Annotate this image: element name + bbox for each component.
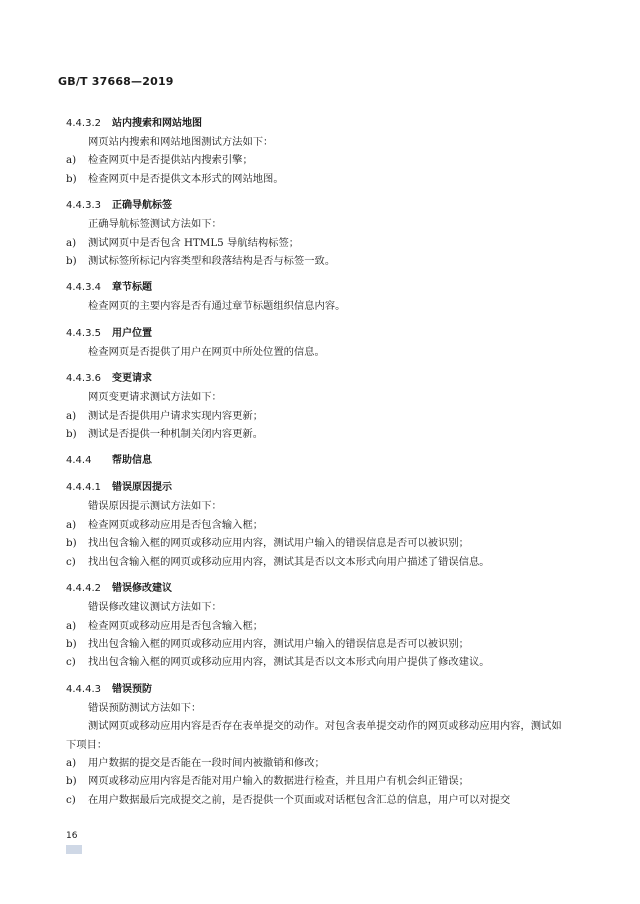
paragraph: 网页站内搜索和网站地图测试方法如下： — [88, 136, 274, 148]
list-item-label: b) — [66, 428, 77, 441]
list-item-text: 测试是否提供一种机制关闭内容更新。 — [88, 428, 264, 441]
list-item-label: a) — [66, 236, 77, 249]
standard-code: GB/T 37668—2019 — [58, 75, 174, 88]
list-item — [66, 151, 566, 169]
list-item-text: 测试标签所标记内容类型和段落结构是否与标签一致。 — [88, 255, 336, 268]
list-item-label: c) — [66, 656, 76, 669]
paragraph: 测试网页或移动应用内容是否存在表单提交的动作。对包含表单提交动作的网页或移动应用内容，测试如下项目： — [66, 720, 562, 751]
list-item-text: 找出包含输入框的网页或移动应用内容，测试其是否以文本形式向用户描述了错误信息。 — [88, 555, 490, 568]
list-item — [66, 170, 566, 188]
section-number: 4.4.3.3 — [66, 200, 101, 212]
section-number: 4.4.3.5 — [66, 327, 101, 339]
list-item-text: 找出包含输入框的网页或移动应用内容，测试用户输入的错误信息是否可以被识别； — [88, 537, 469, 550]
section-number: 4.4.3.4 — [66, 282, 101, 294]
document-body — [66, 110, 566, 813]
section-heading — [66, 196, 566, 215]
list-item — [66, 234, 566, 252]
list-item-label: b) — [66, 255, 77, 268]
list-item — [66, 425, 566, 443]
section-number: 4.4.4 — [66, 455, 92, 467]
list-item-label: a) — [66, 154, 77, 167]
list-item-text: 检查网页或移动应用是否包含输入框； — [88, 518, 264, 531]
list-item — [66, 407, 566, 425]
section-title: 正确导航标签 — [112, 200, 172, 212]
page-number: 16 — [66, 831, 78, 841]
section-number: 4.4.3.2 — [66, 118, 101, 129]
list-item-text: 网页或移动应用内容是否能对用户输入的数据进行检查，并且用户有机会纠正错误； — [88, 775, 469, 788]
section-heading — [66, 324, 566, 343]
list-item — [66, 534, 566, 552]
list-item — [66, 252, 566, 270]
section-title: 站内搜索和网站地图 — [112, 118, 202, 129]
section-heading — [66, 451, 566, 470]
section-number: 4.4.4.1 — [66, 482, 101, 494]
list-item — [66, 617, 566, 635]
section-title: 变更请求 — [112, 373, 152, 385]
list-item-text: 检查网页中是否提供文本形式的网站地图。 — [88, 172, 284, 185]
paragraph: 错误修改建议测试方法如下： — [88, 601, 222, 614]
list-item-label: a) — [66, 518, 77, 531]
list-item-label: b) — [66, 172, 77, 185]
section-title: 帮助信息 — [112, 455, 152, 467]
list-item-label: b) — [66, 537, 77, 550]
paragraph: 检查网页的主要内容是否有通过章节标题组织信息内容。 — [88, 300, 346, 313]
paragraph: 错误原因提示测试方法如下： — [88, 500, 222, 513]
section-heading — [66, 278, 566, 297]
list-item-label: c) — [66, 793, 76, 806]
list-item-text: 测试网页中是否包含 HTML5 导航结构标签； — [88, 236, 300, 249]
list-item — [66, 754, 566, 772]
list-item-text: 检查网页或移动应用是否包含输入框； — [88, 619, 264, 632]
paragraph: 错误预防测试方法如下： — [88, 701, 202, 714]
list-item — [66, 635, 566, 653]
list-item — [66, 653, 566, 671]
list-item-label: b) — [66, 637, 77, 650]
section-number: 4.4.4.2 — [66, 583, 101, 595]
paragraph: 正确导航标签测试方法如下： — [88, 218, 222, 231]
paragraph: 检查网页是否提供了用户在网页中所处位置的信息。 — [88, 345, 325, 358]
list-item-text: 检查网页中是否提供站内搜索引擎； — [88, 154, 253, 167]
section-heading — [66, 680, 566, 699]
list-item — [66, 791, 566, 809]
list-item — [66, 516, 566, 534]
list-item-text: 找出包含输入框的网页或移动应用内容，测试用户输入的错误信息是否可以被识别； — [88, 637, 469, 650]
list-item-text: 测试是否提供用户请求实现内容更新； — [88, 409, 264, 422]
paragraph: 网页变更请求测试方法如下： — [88, 391, 222, 404]
section-title: 章节标题 — [112, 282, 152, 294]
list-item-label: a) — [66, 409, 77, 422]
section-number: 4.4.4.3 — [66, 683, 101, 695]
section-title: 错误原因提示 — [112, 482, 172, 494]
section-title: 用户位置 — [112, 327, 152, 339]
section-heading — [66, 369, 566, 388]
section-title: 错误修改建议 — [112, 583, 172, 595]
list-item-label: a) — [66, 756, 77, 769]
list-item — [66, 553, 566, 571]
section-heading — [66, 579, 566, 598]
list-item-label: a) — [66, 619, 77, 632]
section-number: 4.4.3.6 — [66, 373, 101, 385]
list-item-label: c) — [66, 555, 76, 568]
section-title: 错误预防 — [112, 683, 152, 695]
list-item-label: b) — [66, 775, 77, 788]
list-item — [66, 772, 566, 790]
section-heading — [66, 114, 566, 133]
section-heading — [66, 478, 566, 497]
list-item-text: 找出包含输入框的网页或移动应用内容，测试其是否以文本形式向用户提供了修改建议。 — [88, 656, 490, 669]
list-item-text: 用户数据的提交是否能在一段时间内被撤销和修改； — [88, 756, 325, 769]
publisher-mark-icon — [66, 845, 82, 854]
list-item-text: 在用户数据最后完成提交之前，是否提供一个页面或对话框包含汇总的信息，用户可以对提交 — [88, 793, 511, 806]
